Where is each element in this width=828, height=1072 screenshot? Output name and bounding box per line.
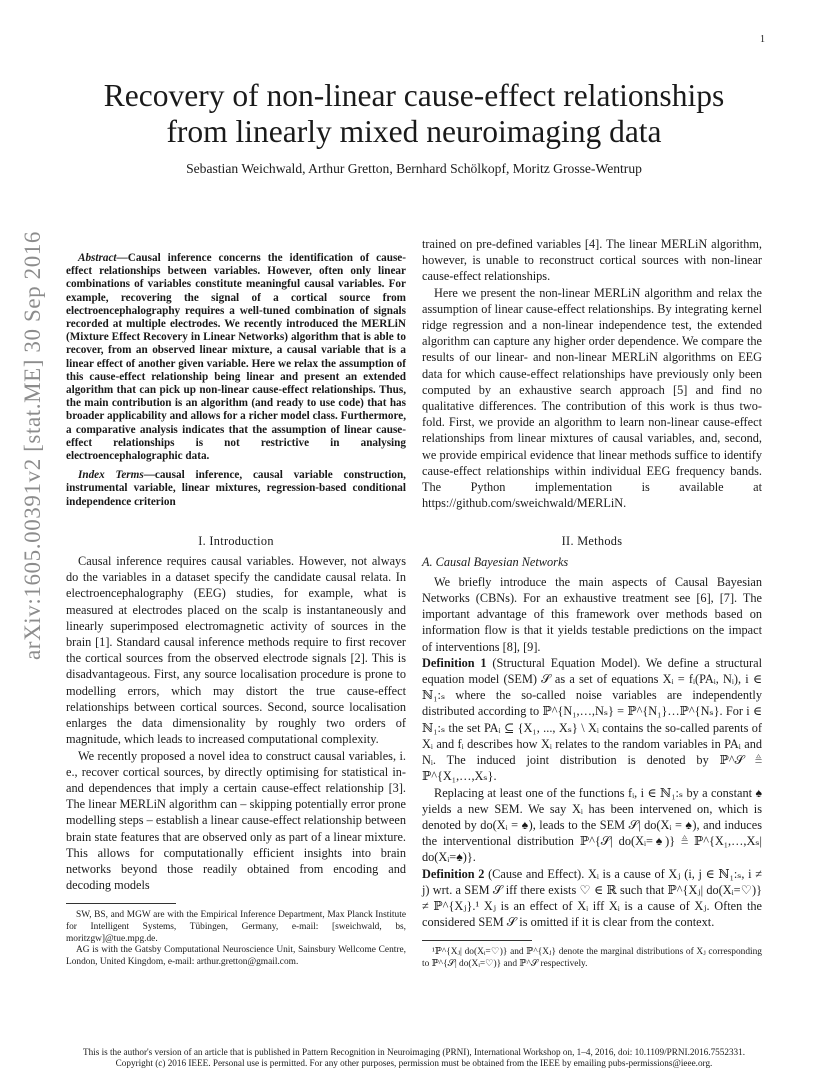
left-column	[66, 252, 406, 969]
arxiv-stamp: arXiv:1605.00391v2 [stat.ME] 30 Sep 2016	[20, 230, 45, 660]
subsection-heading-cbn: A. Causal Bayesian Networks	[422, 554, 569, 569]
footer-line-1: This is the author's version of an article that is published in Pattern Recognition in Neuroimaging (PRNI), International Workshop on, 1–4, 2016, doi: 10.1109/PRNI.2016.7552331.	[82, 1047, 746, 1057]
title-line-2: from linearly mixed neuroimaging data	[166, 114, 662, 149]
page-number: 1	[760, 34, 765, 45]
definition-1	[422, 655, 762, 785]
abstract	[66, 252, 406, 463]
intro-paragraph-2: We recently proposed a novel idea to construct causal variables, i. e., recover cortical sources, by directly optimising for statistical in- and dependences that imply a certain cause-effect relationship [3]. The linear MERLiN algorithm can – skipping potentially error prone modelling steps – establish a linear cause-effect relationship between brain state features that are observed only as part of a linear mixture. This allows for computationally efficient insights into brain networks beyond those readily obtained from encoding and decoding models	[66, 748, 406, 893]
paper-title	[40, 78, 788, 150]
footer-line-2: Copyright (c) 2016 IEEE. Personal use is permitted. For any other purposes, permission must be obtained from the IEEE by emailing pubs-permissions@ieee.org.	[115, 1058, 713, 1068]
intro-paragraph-1: Causal inference requires causal variables. However, not always do the variables in a dataset specify the candidate causal relata. In electroencephalography (EEG) studies, for example, what is measured at electrodes placed on the scalp is instantaneously and linearly superimposed electromagnetic activity of sources in the brain [1]. Standard causal inference methods require to first recover the cortical sources from the observed electrode signals [2]. This is disadvantageous. First, any source localisation procedure is prone to modelling errors, which may distort the true cause-effect relationships between cortical sources. Second, source localisation enlarges the data dimensionality by roughly two orders of magnitude, which leads to increased computational complexity.	[66, 554, 406, 747]
paragraph-nonlinear-merlin: Here we present the non-linear MERLiN algorithm and relax the assumption of linear cause-effect relationships. By integrating kernel ridge regression and a non-linear independence test, the extended algorithm can capture any higher order dependence. We compare the results of our linear- and non-linear MERLiN algorithms on EEG data for which cause-effect relationships have previously only been computed by an exhaustive search approach [5] and find no qualitative differences. The contribution of this work is thus two-fold. First, we provide an algorithm to learn non-linear cause-effect relationships from linear mixtures of causal variables, and, second, we provide empirical evidence that linear methods suffice to identify cause-effect relationships within individual EEG frequency bands. The Python implementation is available at https://github.com/sweichwald/MERLiN.	[422, 285, 762, 511]
footnote-affiliation-2: AG is with the Gatsby Computational Neuroscience Unit, Sainsbury Wellcome Centre, London, United Kingdom, e-mail: arthur.gretton@gmail.com.	[66, 945, 406, 968]
paragraph-intervention: Replacing at least one of the functions fᵢ, i ∈ ℕ₁:ₛ by a constant ♠ yields a new SEM. We say Xᵢ has been intervened on, which is denoted by do(Xᵢ = ♠), leads to the SEM 𝒮| do(Xᵢ = ♠), and induces the interventional distribution ℙ^{𝒮| do(Xᵢ=♠)} ≜ ℙ^{X₁,…,Xₛ| do(Xᵢ=♠)}.	[422, 785, 762, 865]
definition-2-label: Definition 2	[422, 866, 485, 881]
definition-1-title: (Structural Equation Model).	[486, 655, 646, 670]
title-line-1: Recovery of non-linear cause-effect relationships	[103, 78, 725, 113]
footnote-rule	[66, 903, 176, 904]
footnote-affiliation-1: SW, BS, and MGW are with the Empirical Inference Department, Max Planck Institute for Intelligent Systems, Tübingen, Germany, e-mail: [sweichwald, bs, moritzgw]@tue.mpg.de.	[66, 910, 406, 944]
index-terms-text: —causal inference, causal variable construction, instrumental variable, linear mixtures, regression-based conditional independence criterion	[66, 469, 406, 508]
page-footer	[40, 1047, 788, 1069]
definition-1-text: We define a structural equation model (SEM) 𝒮 as a set of equations Xᵢ = fᵢ(PAᵢ, Nᵢ), i ∈ ℕ₁:ₛ where the so-called noise variables are independently distributed according to ℙ^{N₁,…,Nₛ} = ℙ^{N₁}…ℙ^{Nₛ}. For i ∈ ℕ₁:ₛ the set PAᵢ ⊆ {X₁, ..., Xₛ} \ Xᵢ contains the so-called parents of Xᵢ and fᵢ describes how Xᵢ relates to the random variables in PAᵢ and Nᵢ. The induced joint distribution is denoted by ℙ^𝒮 ≜ ℙ^{X₁,…,Xₛ}.	[422, 655, 763, 784]
abstract-text: —Causal inference concerns the identification of cause-effect relationships between variables. However, often only linear combinations of variables constitute meaningful causal variables. For example, recovering the signal of a cortical source from electroencephalography requires a well-tuned combination of signals recorded at multiple electrodes. We recently introduced the MERLiN (Mixture Effect Recovery in Linear Networks) algorithm that is able to recover, from an observed linear mixture, a causal variable that is a linear effect of another given variable. Here we relax the assumption of this cause-effect relationship being linear and present an extended algorithm that can pick up non-linear cause-effect relationships. Thus, the main contribution is an algorithm (and ready to use code) that has broader applicability and allows for a richer model class. Furthermore, a comparative analysis indicates that the assumption of linear cause-effect relationships is not restrictive in analysing electroencephalographic data.	[66, 252, 406, 463]
definition-2-text: Xᵢ is a cause of Xⱼ (i, j ∈ ℕ₁:ₛ, i ≠ j) wrt. a SEM 𝒮 iff there exists ♡ ∈ ℝ such that ℙ^{Xⱼ| do(Xᵢ=♡)} ≠ ℙ^{Xⱼ}.¹ Xⱼ is an effect of Xᵢ iff Xᵢ is a cause of Xⱼ. Often the considered SEM 𝒮 is omitted if it is clear from the context.	[422, 866, 762, 930]
footnote-rule-right	[422, 940, 532, 941]
index-terms	[66, 469, 406, 509]
right-column	[422, 236, 762, 971]
paragraph-cbn-intro: We briefly introduce the main aspects of Causal Bayesian Networks (CBNs). For an exhaustive treatment see [6], [7]. The important advantage of this framework over methods based on information flow is that it yields testable predictions on the impact of interventions [8], [9].	[422, 574, 762, 654]
author-list: Sebastian Weichwald, Arthur Gretton, Bernhard Schölkopf, Moritz Grosse-Wentrup	[186, 161, 642, 176]
paragraph-continuation: trained on pre-defined variables [4]. The linear MERLiN algorithm, however, is unable to reconstruct cortical sources with non-linear cause-effect relationships.	[422, 237, 762, 284]
definition-1-label: Definition 1	[422, 655, 487, 670]
definition-2-title: (Cause and Effect).	[484, 866, 588, 881]
abstract-label: Abstract	[78, 252, 117, 264]
footnote-1: ¹ℙ^{Xⱼ| do(Xᵢ=♡)} and ℙ^{Xⱼ} denote the marginal distributions of Xⱼ corresponding to ℙ^{𝒮| do(Xᵢ=♡)} and ℙ^𝒮 respectively.	[422, 947, 762, 970]
index-terms-label: Index Terms	[78, 469, 144, 482]
section-heading-methods: II. Methods	[561, 534, 623, 549]
definition-2	[422, 866, 762, 931]
section-heading-introduction: I. Introduction	[198, 533, 274, 548]
